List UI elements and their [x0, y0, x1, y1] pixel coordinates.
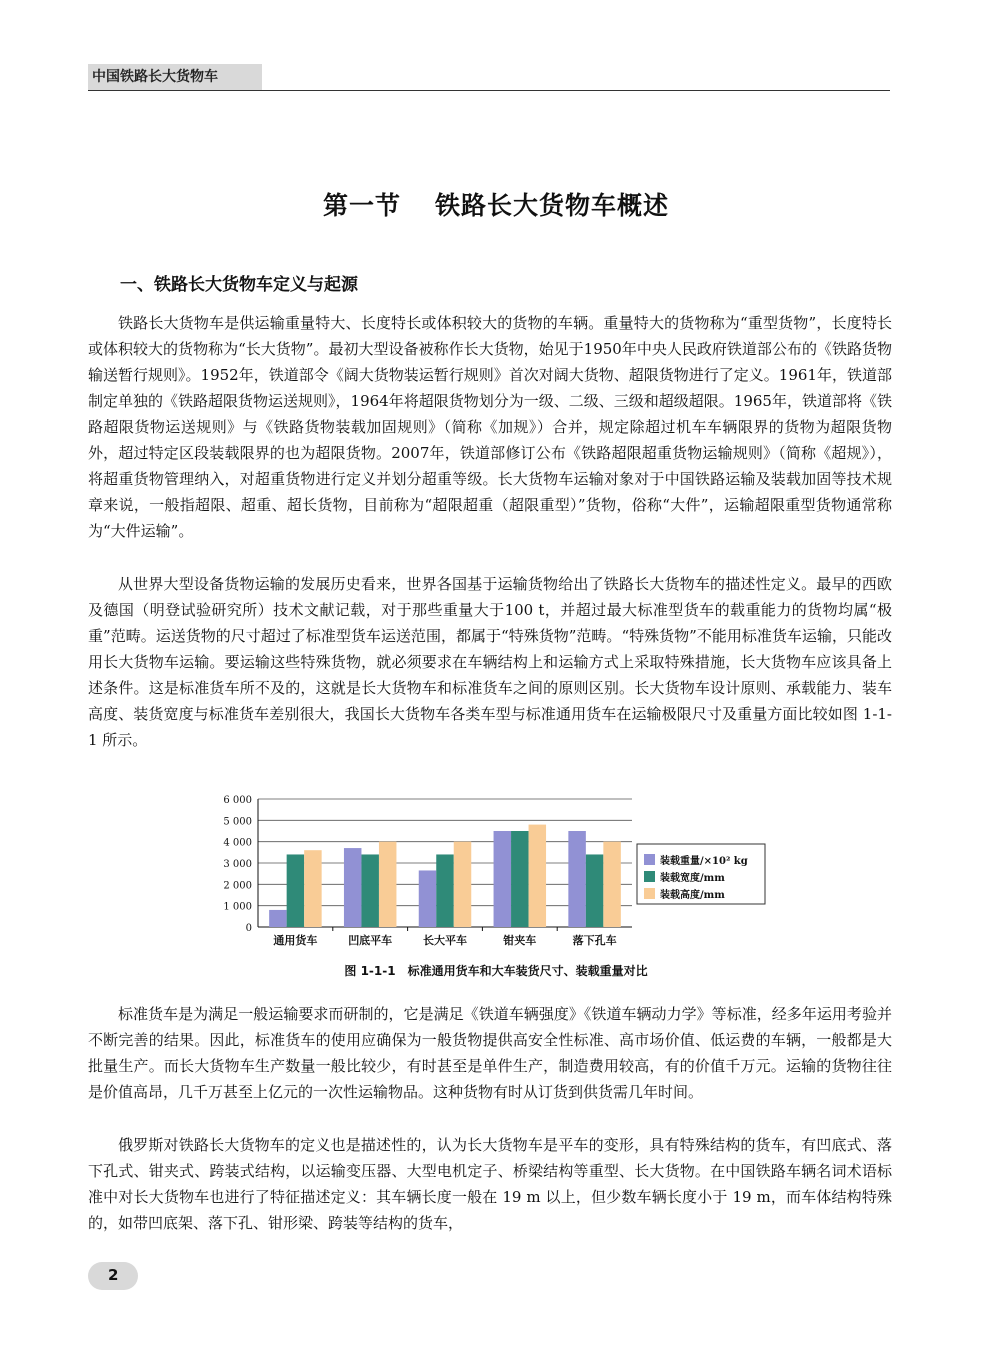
- bar: [568, 831, 586, 927]
- y-tick-label: 6 000: [223, 795, 252, 806]
- subheading: 一、铁路长大货物车定义与起源: [120, 275, 358, 295]
- y-tick-label: 4 000: [223, 837, 252, 849]
- bar: [419, 870, 437, 927]
- bar: [379, 842, 397, 927]
- legend-swatch: [644, 888, 655, 899]
- bar-chart: [210, 787, 770, 955]
- y-tick-label: 1 000: [223, 901, 252, 913]
- section-title: [0, 186, 992, 222]
- bar: [603, 842, 621, 927]
- bar: [304, 850, 322, 927]
- legend-label: 装载重量/×10² kg: [660, 856, 748, 867]
- bar: [511, 831, 529, 927]
- bar: [361, 854, 379, 927]
- section-title-text: 铁路长大货物车概述: [435, 191, 670, 220]
- bar: [287, 854, 305, 927]
- bar: [344, 848, 362, 927]
- section-number: 第一节: [322, 191, 401, 220]
- bar: [269, 910, 287, 927]
- figure-caption: [0, 962, 992, 979]
- x-tick-label: 通用货车: [273, 934, 318, 947]
- y-tick-label: 5 000: [223, 816, 252, 828]
- page-number: 2: [108, 1266, 119, 1284]
- legend-swatch: [644, 854, 655, 865]
- x-tick-label: 凹底平车: [348, 934, 393, 947]
- bar: [586, 854, 604, 927]
- x-tick-label: 落下孔车: [572, 934, 617, 947]
- legend-label: 装载高度/mm: [660, 890, 725, 901]
- y-tick-label: 2 000: [223, 880, 252, 892]
- bar: [454, 842, 472, 927]
- y-tick-label: 0: [245, 923, 252, 934]
- bar: [529, 825, 547, 927]
- y-tick-label: 3 000: [223, 859, 252, 870]
- paragraph: 从世界大型设备货物运输的发展历史看来，世界各国基于运输货物给出了铁路长大货物车的描述性定义。最早的西欧及德国（明登试验研究所）技术文献记载，对于那些重量大于100 t，并超过最大标准型货车的载重能力的货物均属“极重”范畴。运送货物的尺寸超过了标准型货车运送范围，都属于“特殊货物”范畴。“特殊货物”不能用标准货车运输，只能改用长大货物车运输。要运输这些特殊货物，就必须要求在车辆结构上和运输方式上采取特殊措施，长大货物车应该具备上述条件。这是标准货车所不及的，这就是长大货物车和标准货车之间的原则区别。长大货物车设计原则、承载能力、装车高度、装货宽度与标准货车差别很大，我国长大货物车各类车型与标准通用货车在运输极限尺寸及重量方面比较如图 1-1-1 所示。: [88, 575, 892, 749]
- bar: [494, 831, 512, 927]
- paragraph: 标准货车是为满足一般运输要求而研制的，它是满足《铁道车辆强度》《铁道车辆动力学》等标准，经多年运用考验并不断完善的结果。因此，标准货车的使用应确保为一般货物提供高安全性标准、高市场价值、低运费的车辆，一般都是大批量生产。而长大货物车生产数量一般比较少，有时甚至是单件生产，制造费用较高，有的价值千万元。运输的货物往往是价值高昂，几千万甚至上亿元的一次性运输物品。这种货物有时从订货到供货需几年时间。: [88, 1005, 892, 1101]
- legend-swatch: [644, 871, 655, 882]
- legend-label: 装载宽度/mm: [660, 873, 725, 884]
- header-rule: [88, 90, 890, 91]
- x-tick-label: 长大平车: [423, 934, 467, 947]
- running-head: 中国铁路长大货物车: [88, 64, 262, 90]
- figure-caption-text: 标准通用货车和大车装货尺寸、装载重量对比: [407, 964, 648, 978]
- x-tick-label: 钳夹车: [503, 934, 537, 947]
- paragraph: 铁路长大货物车是供运输重量特大、长度特长或体积较大的货物的车辆。重量特大的货物称为“重型货物”，长度特长或体积较大的货物称为“长大货物”。最初大型设备被称作长大货物，始见于1950年中央人民政府铁道部公布的《铁路货物输送暂行规则》。1952年，铁道部令《阔大货物装运暂行规则》首次对阔大货物、超限货物进行了定义。1961年，铁道部制定单独的《铁路超限货物运送规则》，1964年将超限货物划分为一级、二级、三级和超级超限。1965年，铁道部将《铁路超限货物运送规则》与《铁路货物装载加固规则》（简称《加规》）合并，规定除超过机车车辆限界的货物为超限货物外，超过特定区段装载限界的也为超限货物。2007年，铁道部修订公布《铁路超限超重货物运输规则》（简称《超规》），将超重货物管理纳入，对超重货物进行定义并划分超重等级。长大货物车运输对象对于中国铁路运输及装载加固等技术规章来说，一般指超限、超重、超长货物，目前称为“超限超重（超限重型）”货物，俗称“大件”，运输超限重型货物通常称为“大件运输”。: [88, 314, 892, 540]
- bar: [436, 854, 454, 927]
- paragraph: 俄罗斯对铁路长大货物车的定义也是描述性的，认为长大货物车是平车的变形，具有特殊结构的货车，有凹底式、落下孔式、钳夹式、跨装式结构，以运输变压器、大型电机定子、桥梁结构等重型、长大货物。在中国铁路车辆名词术语标准中对长大货物车也进行了特征描述定义：其车辆长度一般在 19 m 以上，但少数车辆长度小于 19 m，而车体结构特殊的，如带凹底架、落下孔、钳形梁、跨装等结构的货车，: [88, 1136, 892, 1232]
- figure-number: 图 1-1-1: [344, 964, 396, 978]
